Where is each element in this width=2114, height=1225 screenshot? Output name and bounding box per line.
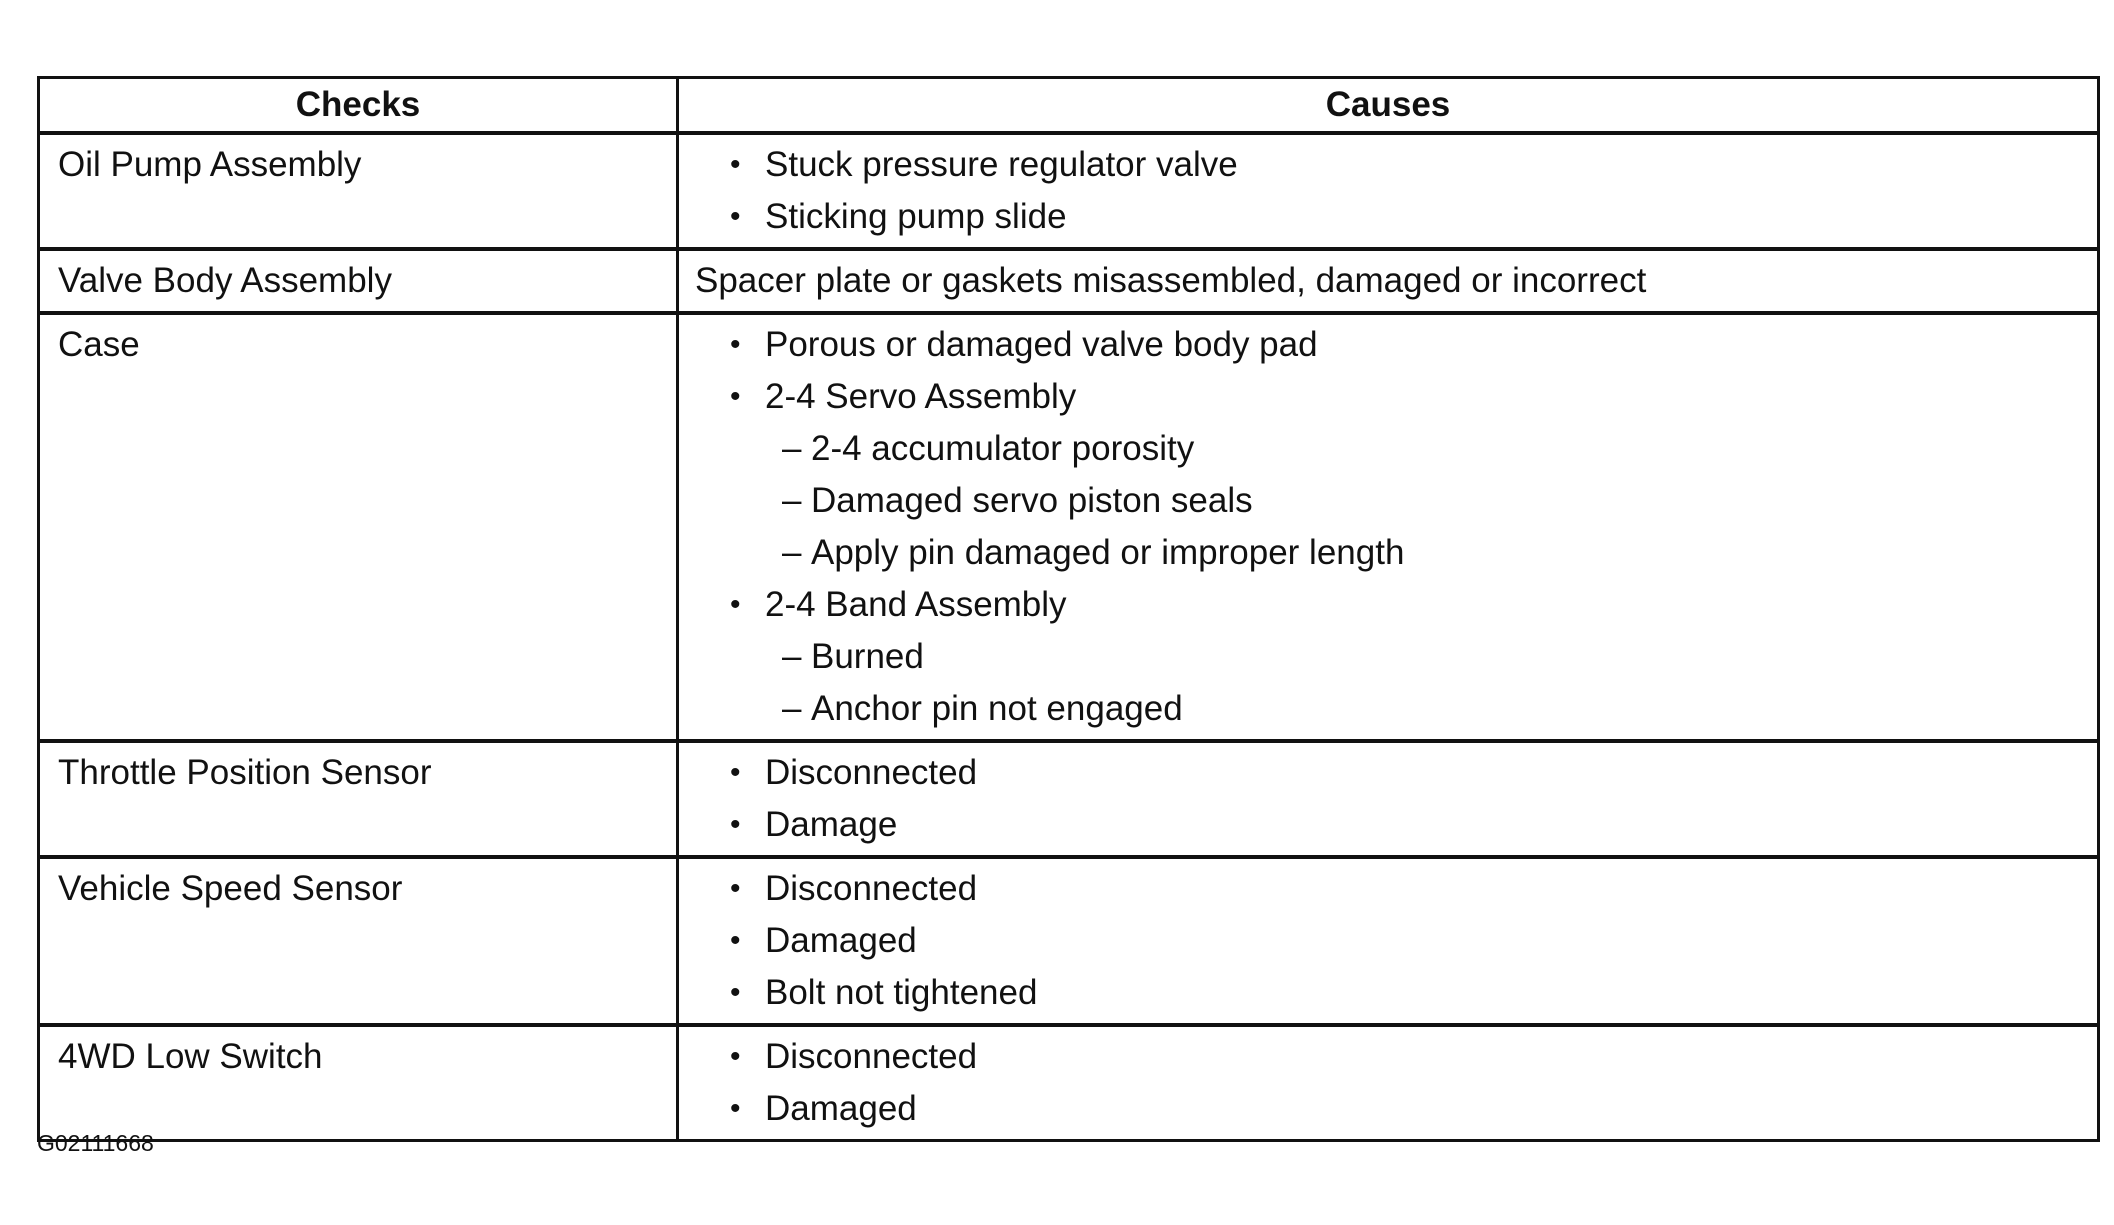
cause-item (695, 1083, 2081, 1135)
checks-column-header: Checks (39, 78, 678, 134)
table-row (39, 249, 2099, 313)
sub-cause-item (695, 475, 2081, 527)
bullet-icon: • (730, 148, 741, 181)
cause-text: Bolt not tightened (765, 973, 1038, 1012)
cause-item (695, 967, 2081, 1019)
cause-list (695, 863, 2081, 1019)
check-cell: 4WD Low Switch (39, 1025, 678, 1141)
cause-cell (678, 741, 2099, 857)
sub-cause-list (765, 631, 2081, 735)
cause-text: Sticking pump slide (765, 197, 1067, 236)
cause-text: Damaged (765, 1089, 917, 1128)
sub-cause-text: Apply pin damaged or improper length (811, 533, 1405, 572)
causes-column-header: Causes (678, 78, 2099, 134)
cause-item (695, 191, 2081, 243)
bullet-icon: • (730, 924, 741, 957)
dash-icon: – (782, 481, 802, 520)
table-row (39, 133, 2099, 249)
cause-item (695, 579, 2081, 735)
sub-cause-item (695, 423, 2081, 475)
figure-id: G02111668 (37, 1130, 154, 1156)
cause-text: Stuck pressure regulator valve (765, 145, 1238, 184)
bullet-icon: • (730, 872, 741, 905)
cause-text: Disconnected (765, 869, 978, 908)
cause-cell (678, 313, 2099, 741)
check-cell: Valve Body Assembly (39, 249, 678, 313)
sub-cause-item (695, 527, 2081, 579)
cause-list (695, 1031, 2081, 1135)
check-cell: Case (39, 313, 678, 741)
check-cell: Vehicle Speed Sensor (39, 857, 678, 1025)
table-row (39, 857, 2099, 1025)
table-row (39, 1025, 2099, 1141)
sub-cause-item (695, 683, 2081, 735)
cause-text: Porous or damaged valve body pad (765, 325, 1318, 364)
bullet-icon: • (730, 1092, 741, 1125)
table-row (39, 741, 2099, 857)
bullet-icon: • (730, 1040, 741, 1073)
check-cell: Throttle Position Sensor (39, 741, 678, 857)
cause-item (695, 747, 2081, 799)
cause-item (695, 863, 2081, 915)
cause-cell (678, 133, 2099, 249)
check-cell: Oil Pump Assembly (39, 133, 678, 249)
table-row (39, 313, 2099, 741)
cause-text: 2-4 Servo Assembly (765, 377, 1077, 416)
bullet-icon: • (730, 588, 741, 621)
cause-text: Disconnected (765, 753, 978, 792)
sub-cause-item (695, 631, 2081, 683)
cause-text: Disconnected (765, 1037, 978, 1076)
header-row (39, 78, 2099, 134)
cause-list (695, 747, 2081, 851)
cause-text: 2-4 Band Assembly (765, 585, 1067, 624)
diagnostic-table (37, 76, 2100, 1142)
sub-cause-text: 2-4 accumulator porosity (811, 429, 1195, 468)
cause-text: Spacer plate or gaskets misassembled, damaged or incorrect (695, 261, 1647, 300)
cause-item (695, 915, 2081, 967)
dash-icon: – (782, 429, 802, 468)
cause-item (695, 139, 2081, 191)
cause-item (695, 799, 2081, 851)
bullet-icon: • (730, 976, 741, 1009)
sub-cause-text: Burned (811, 637, 924, 676)
cause-list (695, 139, 2081, 243)
sub-cause-text: Damaged servo piston seals (811, 481, 1253, 520)
cause-item (695, 319, 2081, 371)
bullet-icon: • (730, 200, 741, 233)
cause-text: Damage (765, 805, 898, 844)
dash-icon: – (782, 637, 802, 676)
table-body (39, 133, 2099, 1141)
table-header (39, 78, 2099, 134)
bullet-icon: • (730, 808, 741, 841)
bullet-icon: • (730, 380, 741, 413)
cause-item (695, 371, 2081, 579)
cause-cell (678, 1025, 2099, 1141)
cause-item (695, 1031, 2081, 1083)
dash-icon: – (782, 533, 802, 572)
dash-icon: – (782, 689, 802, 728)
cause-text: Damaged (765, 921, 917, 960)
bullet-icon: • (730, 756, 741, 789)
sub-cause-text: Anchor pin not engaged (811, 689, 1183, 728)
sub-cause-list (765, 423, 2081, 579)
cause-list (695, 319, 2081, 735)
cause-cell (678, 249, 2099, 313)
bullet-icon: • (730, 328, 741, 361)
cause-cell (678, 857, 2099, 1025)
